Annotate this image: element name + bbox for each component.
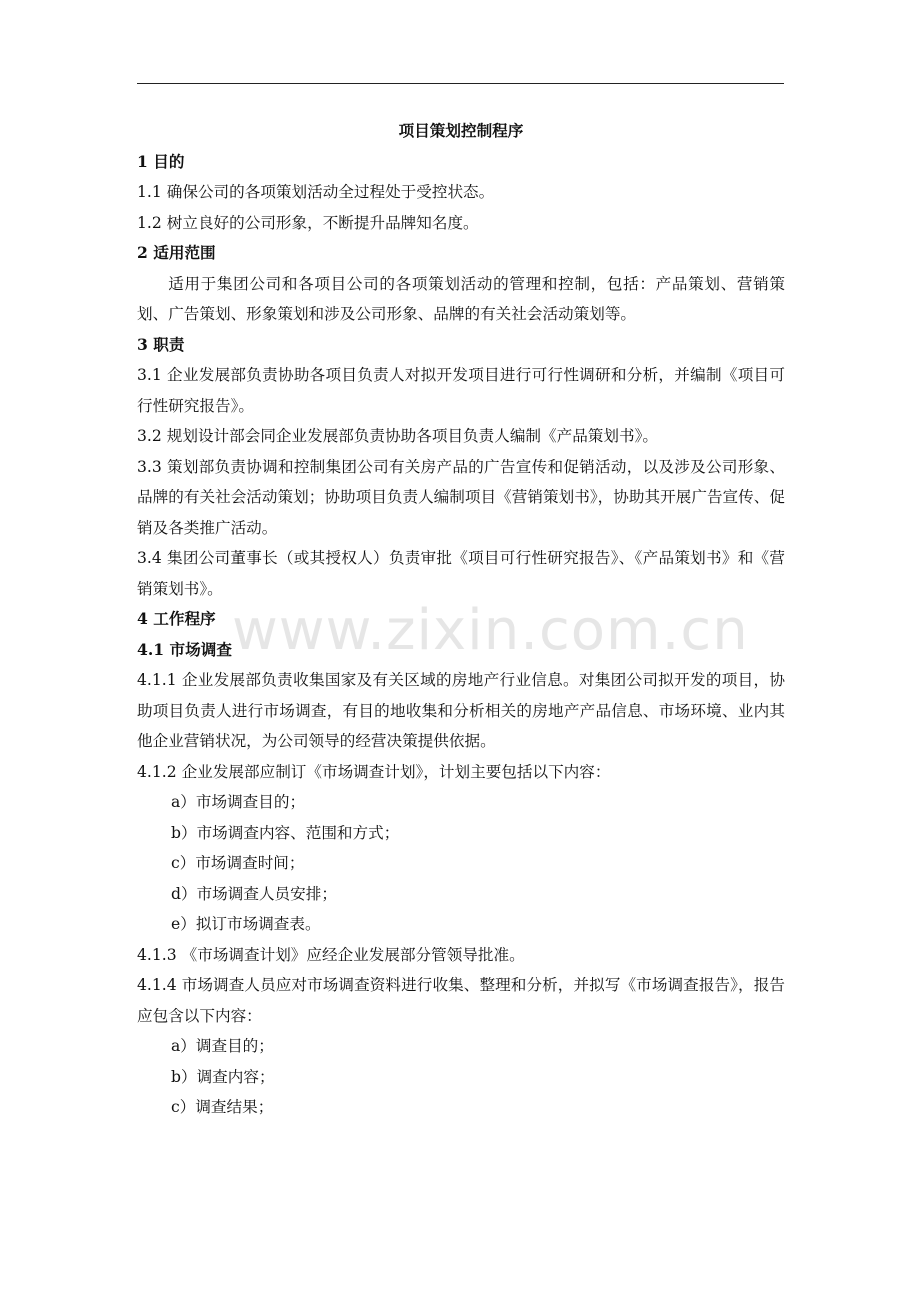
document-body [137,116,785,1123]
paragraph-3-4: 3.4 集团公司董事长（或其授权人）负责审批《项目可行性研究报告》、《产品策划书》和《营销策划书》。 [137,549,785,598]
paragraph-4-1-1: 4.1.1 企业发展部负责收集国家及有关区域的房地产行业信息。对集团公司拟开发的项目，协助项目负责人进行市场调查，有目的地收集和分析相关的房地产产品信息、市场环境、业内其他企业营销状况，为公司领导的经营决策提供依据。 [137,671,785,750]
paragraph-4-1-3: 4.1.3 《市场调查计划》应经企业发展部分管领导批准。 [137,945,525,964]
list-item: c）市场调查时间； [171,854,305,872]
list-item: d）市场调查人员安排； [171,884,337,903]
document-title: 项目策划控制程序 [398,121,524,140]
paragraph-4-1-4: 4.1.4 市场调查人员应对市场调查资料进行收集、整理和分析，并拟写《市场调查报告》，报告应包含以下内容： [137,976,785,1025]
paragraph-3-1: 3.1 企业发展部负责协助各项目负责人对拟开发项目进行可行性调研和分析，并编制《项目可行性研究报告》。 [137,366,785,415]
subsection-heading-market-research: 4.1 市场调查 [137,639,232,659]
section-heading-responsibilities: 3 职责 [137,334,185,354]
paragraph-4-1-2: 4.1.2 企业发展部应制订《市场调查计划》，计划主要包括以下内容： [137,762,611,781]
section-heading-scope: 2 适用范围 [137,243,216,262]
paragraph-3-3: 3.3 策划部负责协调和控制集团公司有关房产品的广告宣传和促销活动，以及涉及公司形象、品牌的有关社会活动策划；协助项目负责人编制项目《营销策划书》，协助其开展广告宣传、促销及各类推广活动。 [137,457,785,537]
watermark: www.zixin.com.cn [232,598,749,663]
list-item: c）调查结果； [171,1098,274,1116]
list-item: a）调查目的； [171,1037,274,1055]
section-heading-purpose: 1 目的 [137,151,185,171]
section-heading-procedure: 4 工作程序 [137,609,216,628]
paragraph-scope: 适用于集团公司和各项目公司的各项策划活动的管理和控制，包括：产品策划、营销策划、广告策划、形象策划和涉及公司形象、品牌的有关社会活动策划等。 [137,274,785,323]
list-item: b）市场调查内容、范围和方式； [171,823,400,842]
paragraph-3-2: 3.2 规划设计部会同企业发展部负责协助各项目负责人编制《产品策划书》。 [137,427,658,445]
paragraph-1-2: 1.2 树立良好的公司形象，不断提升品牌知名度。 [137,213,479,232]
paragraph-1-1: 1.1 确保公司的各项策划活动全过程处于受控状态。 [137,183,495,201]
list-item: a）市场调查目的； [171,793,306,811]
list-item: b）调查内容； [171,1067,275,1086]
list-item: e）拟订市场调查表。 [171,915,321,933]
header-rule [137,83,784,84]
